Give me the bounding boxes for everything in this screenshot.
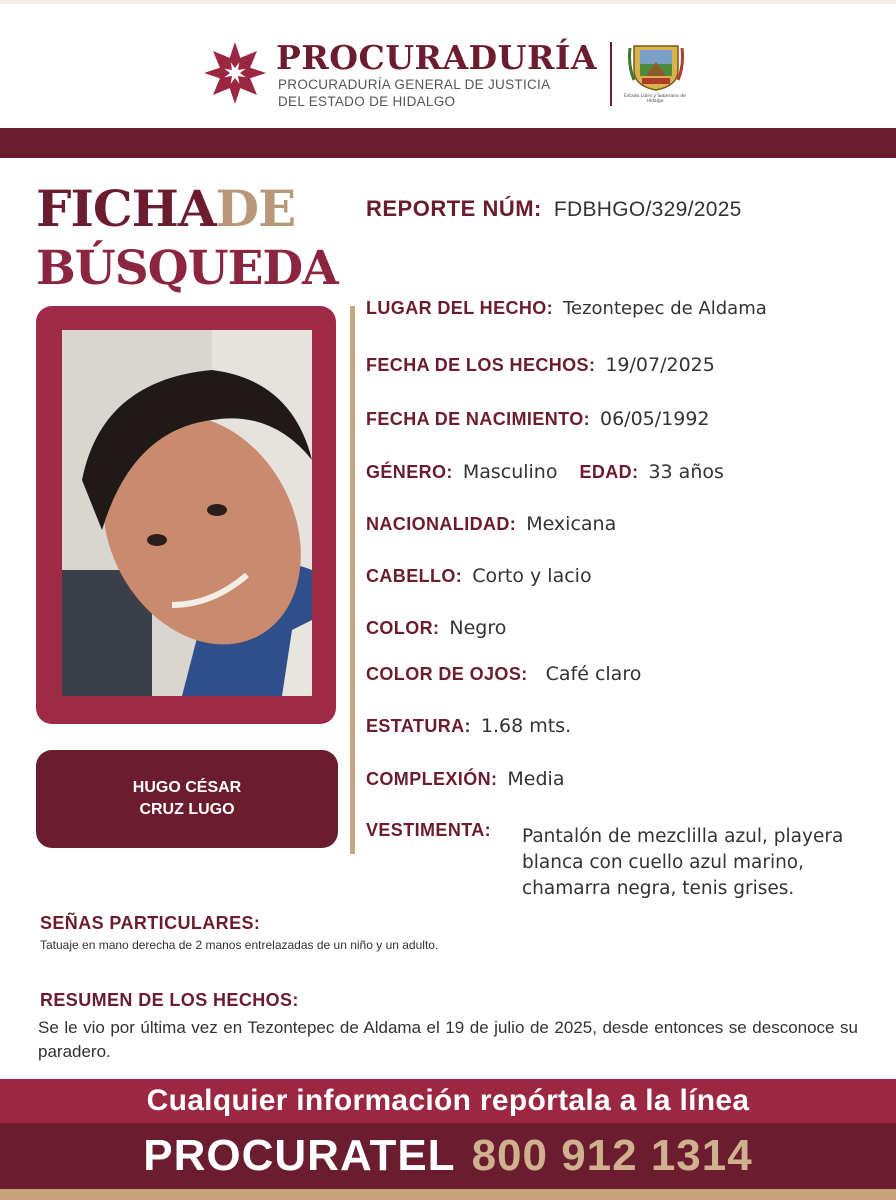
- field-complexion: [366, 768, 564, 790]
- field-fecha-hechos-value: 19/07/2025: [605, 354, 715, 376]
- field-edad-value: 33 años: [648, 461, 724, 483]
- footer-gold-band: [0, 1189, 896, 1200]
- field-estatura: [366, 715, 571, 737]
- field-nacionalidad: [366, 513, 616, 535]
- person-name: [36, 750, 338, 848]
- report-value: FDBHGO/329/2025: [553, 198, 742, 221]
- logo-divider: [610, 42, 612, 106]
- field-cabello: [366, 565, 592, 587]
- report-number: [366, 196, 742, 222]
- org-subtitle: [278, 76, 578, 110]
- org-subtitle-line1: PROCURADURÍA GENERAL DE JUSTICIA: [278, 77, 551, 92]
- field-nacionalidad-label: NACIONALIDAD:: [366, 514, 517, 534]
- header: [0, 4, 896, 128]
- footer-hotline: [0, 1123, 896, 1189]
- field-color-value: Negro: [449, 617, 507, 639]
- field-nacimiento-value: 06/05/1992: [600, 408, 710, 430]
- field-genero-value: Masculino: [462, 461, 558, 483]
- field-edad-label: EDAD:: [579, 462, 639, 482]
- resumen-text: Se le vio por última vez en Tezontepec de Aldama el 19 de julio de 2025, desde entonces se desconoce su paradero.: [38, 1018, 858, 1061]
- person-photo: [62, 330, 312, 696]
- field-lugar-label: LUGAR DEL HECHO:: [366, 298, 554, 318]
- field-ojos: [366, 663, 641, 685]
- footer-phone: 800 912 1314: [471, 1131, 753, 1180]
- info-vertical-bar: [350, 306, 355, 854]
- field-color: [366, 617, 506, 639]
- field-complexion-label: COMPLEXIÓN:: [366, 769, 498, 789]
- org-subtitle-line2: DEL ESTADO DE HIDALGO: [278, 94, 456, 109]
- field-color-label: COLOR:: [366, 618, 440, 638]
- field-vestimenta-value: Pantalón de mezclilla azul, playera blanca con cuello azul marino, chamarra negra, tenis grises.: [522, 826, 844, 899]
- person-name-line1: HUGO CÉSAR: [132, 779, 242, 796]
- title-line2: BÚSQUEDA: [36, 241, 338, 296]
- senas-text: Tatuaje en mano derecha de 2 manos entrelazadas de un niño y un adulto.: [40, 938, 439, 952]
- field-genero-label: GÉNERO:: [366, 462, 453, 482]
- person-name-line2: CRUZ LUGO: [139, 801, 235, 818]
- field-nacimiento: [366, 408, 710, 430]
- field-nacionalidad-value: Mexicana: [526, 513, 617, 535]
- field-lugar-value: Tezontepec de Aldama: [563, 298, 767, 319]
- field-ojos-value: Café claro: [545, 663, 642, 685]
- title-de: DE: [215, 179, 296, 238]
- field-cabello-value: Corto y lacio: [472, 565, 592, 587]
- field-cabello-label: CABELLO:: [366, 566, 463, 586]
- field-nacimiento-label: FECHA DE NACIMIENTO:: [366, 409, 590, 429]
- senas-title: SEÑAS PARTICULARES:: [40, 913, 261, 933]
- field-complexion-value: Media: [507, 768, 565, 790]
- field-ojos-label: COLOR DE OJOS:: [366, 664, 528, 684]
- field-genero-edad: [366, 461, 724, 483]
- footer-info-line: Cualquier información repórtala a la línea: [0, 1079, 896, 1123]
- title-ficha: FICHA: [36, 179, 216, 238]
- photo-frame: [36, 306, 336, 724]
- top-band: [0, 128, 896, 158]
- field-fecha-hechos-label: FECHA DE LOS HECHOS:: [366, 355, 596, 375]
- person-photo-illustration: [62, 330, 312, 696]
- star-flower-logo-icon: [200, 38, 270, 108]
- footer-brand: PROCURATEL: [143, 1131, 456, 1180]
- field-estatura-label: ESTATURA:: [366, 716, 471, 736]
- title-line1: [36, 178, 295, 240]
- resumen-title: RESUMEN DE LOS HECHOS:: [40, 990, 299, 1010]
- field-lugar: [366, 298, 767, 319]
- field-fecha-hechos: [366, 354, 715, 376]
- state-coat-of-arms-icon: [628, 40, 684, 92]
- org-title: PROCURADURÍA: [276, 38, 597, 77]
- shield-caption: Estado Libre y Soberano de Hidalgo: [624, 94, 686, 104]
- field-vestimenta-label: VESTIMENTA:: [366, 820, 492, 840]
- report-label: REPORTE NÚM:: [366, 196, 542, 221]
- field-estatura-value: 1.68 mts.: [480, 715, 572, 737]
